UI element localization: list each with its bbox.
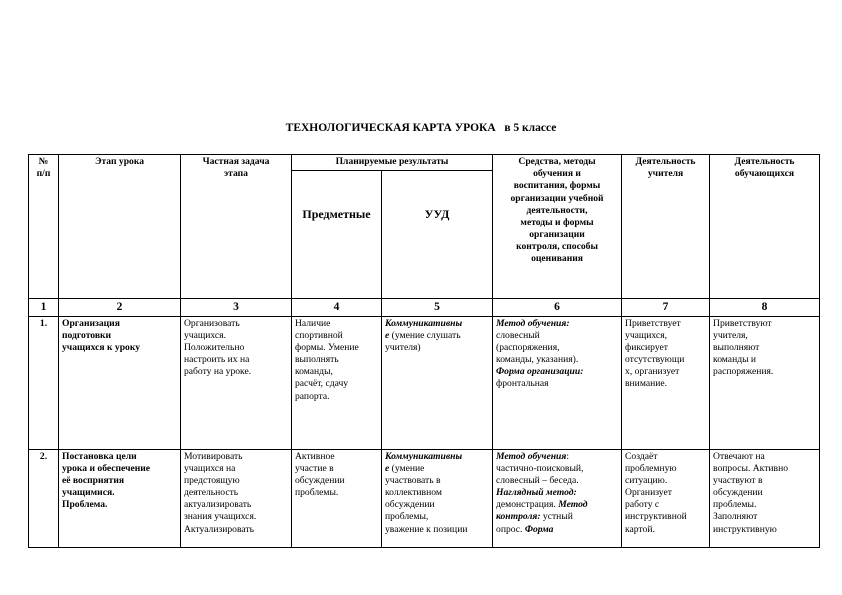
table-row <box>29 316 820 449</box>
header-subject: Предметные <box>292 171 382 299</box>
table-row <box>29 449 820 547</box>
row-subject: Наличие спортивной формы. Умение выполнять команды, расчёт, сдачу рапорта. <box>292 316 382 449</box>
row-uud <box>382 449 493 547</box>
row-num: 1. <box>29 316 59 449</box>
row-students: Отвечают на вопросы. Активно участвуют в обсуждении проблемы. Заполняют инструктивную <box>710 449 820 547</box>
row-num: 2. <box>29 449 59 547</box>
uud-label: Коммуникативны е <box>385 450 463 474</box>
row-stage: Организация подготовки учащихся к уроку <box>59 316 181 449</box>
uud-label: Коммуникативны е <box>385 317 463 341</box>
header-task: Частная задача этапа <box>181 155 292 299</box>
means-label: Метод обучения: <box>496 317 570 329</box>
row-teacher: Приветствует учащихся, фиксирует отсутствующи х, организует внимание. <box>622 316 710 449</box>
row-means <box>493 316 622 449</box>
column-number: 4 <box>292 299 382 317</box>
uud-text: (умение участвовать в коллективном обсуждении проблемы, уважение к позиции <box>385 462 468 535</box>
header-students: Деятельность обучающихся <box>710 155 820 299</box>
header-uud: УУД <box>382 171 493 299</box>
header-teacher: Деятельность учителя <box>622 155 710 299</box>
means-label: Форма <box>524 523 554 535</box>
means-text: словесный (распоряжения, команды, указания). <box>496 329 579 366</box>
column-number: 2 <box>59 299 181 317</box>
column-number: 5 <box>382 299 493 317</box>
means-text: : частично-поисковый, словесный – беседа. <box>496 450 584 486</box>
header-num: № п/п <box>29 155 59 299</box>
row-teacher: Создаёт проблемную ситуацию. Организует работу с инструктивной картой. <box>622 449 710 547</box>
column-number: 1 <box>29 299 59 317</box>
row-subject: Активное участие в обсуждении проблемы. <box>292 449 382 547</box>
header-stage: Этап урока <box>59 155 181 299</box>
row-task: Мотивировать учащихся на предстоящую деятельность актуализировать знания учащихся. Актуализировать <box>181 449 292 547</box>
page-title: ТЕХНОЛОГИЧЕСКАЯ КАРТА УРОКА в 5 классе <box>285 122 557 134</box>
row-students: Приветствуют учителя, выполняют команды и распоряжения. <box>710 316 820 449</box>
means-label: Метод контроля: <box>496 499 588 523</box>
column-number-row <box>29 299 820 317</box>
column-number: 8 <box>710 299 820 317</box>
means-text: фронтальная <box>496 378 549 390</box>
means-text: устный опрос. <box>496 511 573 535</box>
technological-map-table <box>28 154 820 548</box>
row-means <box>493 449 622 547</box>
column-number: 6 <box>493 299 622 317</box>
header-row <box>29 155 820 171</box>
header-planned-results: Планируемые результаты <box>292 155 493 171</box>
means-label: Метод обучения <box>496 450 567 462</box>
means-text: демонстрация. <box>496 499 556 511</box>
row-stage: Постановка цели урока и обеспечение её восприятия учащимися. Проблема. <box>59 449 181 547</box>
row-task: Организовать учащихся. Положительно настроить их на работу на уроке. <box>181 316 292 449</box>
means-label: Наглядный метод: <box>496 487 577 499</box>
uud-text: (умение слушать учителя) <box>385 329 461 353</box>
column-number: 3 <box>181 299 292 317</box>
header-means: Средства, методы обучения и воспитания, формы организации учебной деятельности, методы и формы организации контроля, способы оценивания <box>493 155 622 299</box>
row-uud <box>382 316 493 449</box>
means-label: Форма организации: <box>496 366 584 378</box>
column-number: 7 <box>622 299 710 317</box>
